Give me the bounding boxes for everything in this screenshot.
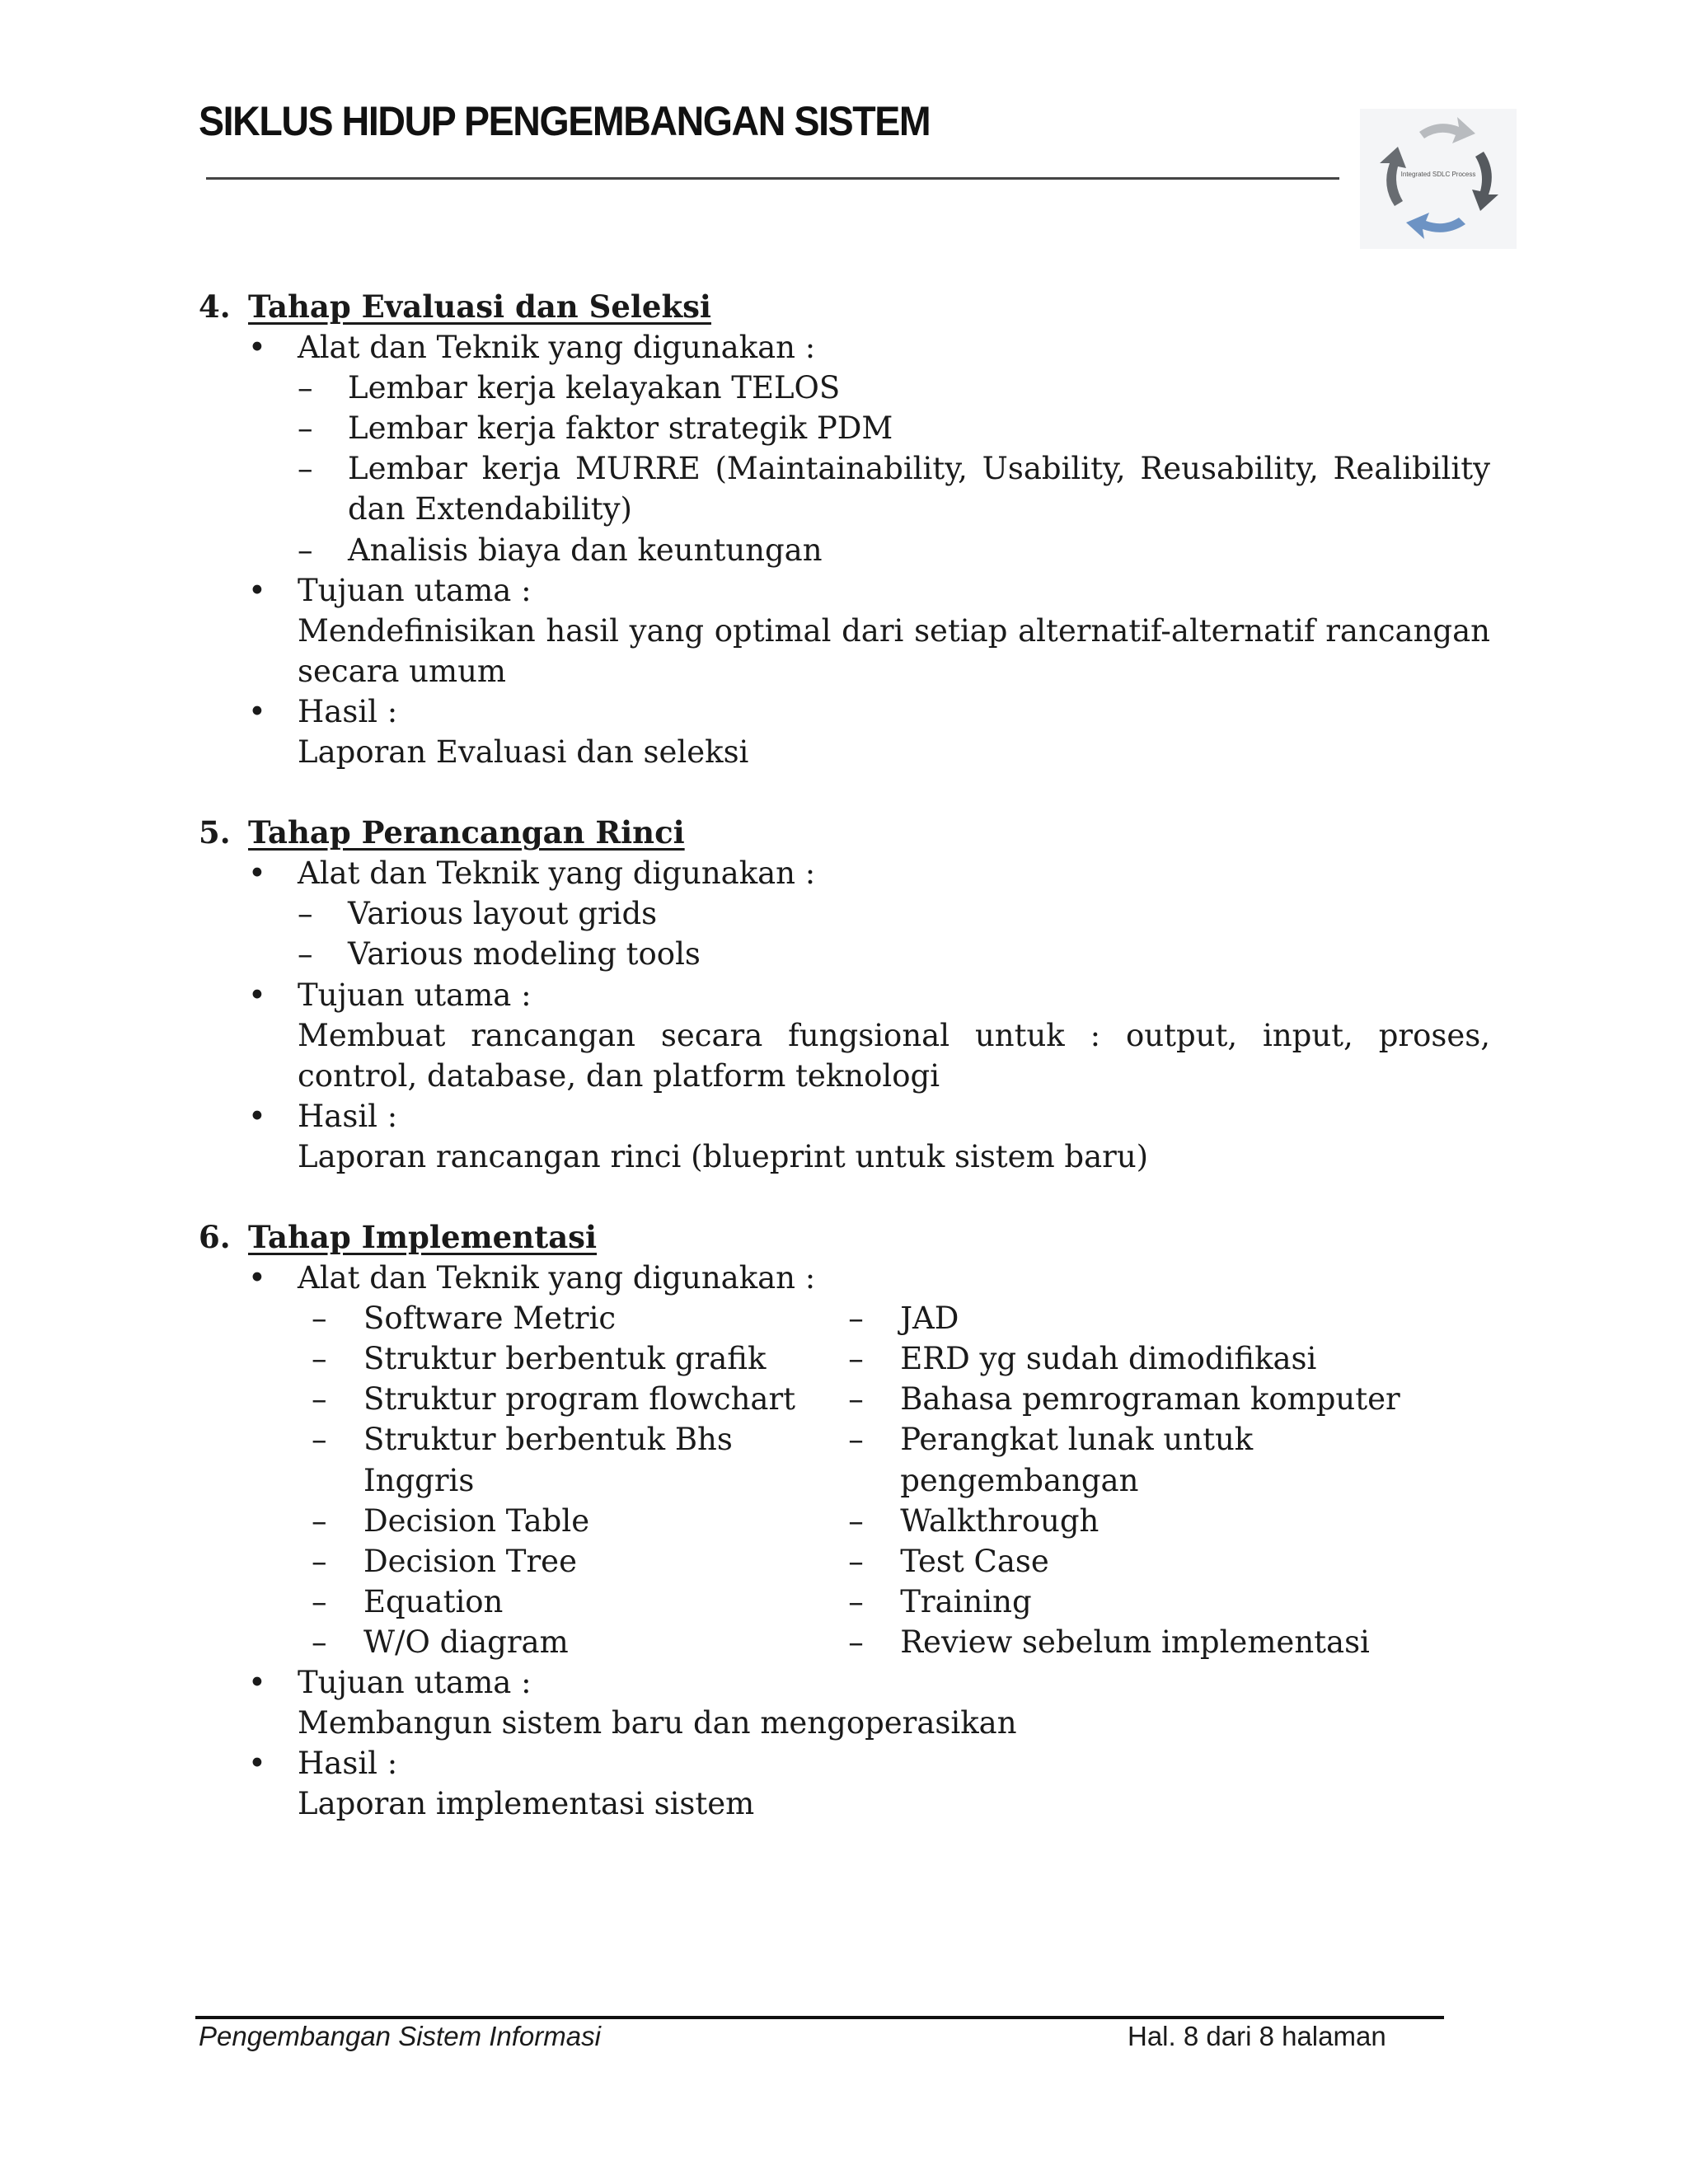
dash-icon: – bbox=[298, 896, 313, 932]
header-divider bbox=[206, 177, 1339, 180]
bullet-label: Tujuan utama : bbox=[298, 572, 532, 608]
bullet-label: Hasil : bbox=[298, 693, 398, 729]
list-item: – Lembar kerja kelayakan TELOS bbox=[298, 368, 1490, 408]
dash-icon: – bbox=[848, 1543, 864, 1579]
list-item: – Lembar kerja faktor strategik PDM bbox=[298, 408, 1490, 448]
dash-icon: – bbox=[848, 1301, 864, 1337]
bullet-result bbox=[248, 1096, 1490, 1177]
section-heading bbox=[199, 813, 1490, 853]
goal-text: Mendefinisikan hasil yang optimal dari setiap alternatif-alternatif rancangan secara umum bbox=[298, 612, 1490, 689]
dash-icon: – bbox=[312, 1381, 327, 1418]
list-item: – Various layout grids bbox=[298, 893, 1490, 934]
list-item: – JAD bbox=[834, 1298, 1490, 1338]
list-item: – Lembar kerja MURRE (Maintainability, Usability, Reusability, Realibility dan Extendability) bbox=[298, 448, 1490, 529]
dash-icon: – bbox=[298, 532, 313, 568]
list-item: – Equation bbox=[298, 1582, 834, 1622]
dash-icon: – bbox=[848, 1502, 864, 1539]
section-heading bbox=[199, 1217, 1490, 1258]
result-text: Laporan Evaluasi dan seleksi bbox=[298, 734, 749, 771]
dash-icon: – bbox=[848, 1381, 864, 1418]
bullet-icon: • bbox=[248, 1098, 266, 1134]
list-item: – W/O diagram bbox=[298, 1622, 834, 1662]
dash-icon: – bbox=[848, 1624, 864, 1660]
list-item: – Perangkat lunak untuk pengembangan bbox=[834, 1419, 1490, 1500]
bullet-label: Tujuan utama : bbox=[298, 977, 532, 1013]
bullet-label: Hasil : bbox=[298, 1746, 398, 1782]
goal-text: Membuat rancangan secara fungsional untuk : output, input, proses, control, database, dan platform teknologi bbox=[298, 1017, 1490, 1094]
dash-icon: – bbox=[312, 1583, 327, 1619]
dash-icon: – bbox=[298, 936, 313, 972]
dash-icon: – bbox=[312, 1301, 327, 1337]
bullet-tools bbox=[248, 1258, 1490, 1662]
section-evaluasi-seleksi bbox=[199, 287, 1490, 772]
bullet-icon: • bbox=[248, 1746, 266, 1782]
sdlc-cycle-logo bbox=[1360, 109, 1517, 249]
section-title: Tahap Evaluasi dan Seleksi bbox=[248, 288, 711, 325]
tools-column-left bbox=[298, 1298, 834, 1662]
list-item: – Struktur berbentuk Bhs Inggris bbox=[298, 1419, 834, 1500]
bullet-icon: • bbox=[248, 1665, 266, 1700]
tools-list bbox=[298, 368, 1490, 569]
section-number: 6. bbox=[199, 1218, 231, 1255]
list-item: – Decision Table bbox=[298, 1501, 834, 1541]
bullet-goal bbox=[248, 570, 1490, 691]
list-item: – Various modeling tools bbox=[298, 934, 1490, 974]
bullet-tools bbox=[248, 327, 1490, 570]
section-perancangan-rinci bbox=[199, 813, 1490, 1177]
list-item: – Test Case bbox=[834, 1541, 1490, 1582]
dash-icon: – bbox=[312, 1543, 327, 1579]
footer-divider bbox=[195, 2016, 1444, 2019]
tools-two-column-list bbox=[298, 1298, 1490, 1662]
list-item: – Decision Tree bbox=[298, 1541, 834, 1582]
bullet-icon: • bbox=[248, 330, 266, 366]
bullet-tools bbox=[248, 853, 1490, 974]
list-item: – Bahasa pemrograman komputer bbox=[834, 1379, 1490, 1419]
list-item: – Software Metric bbox=[298, 1298, 834, 1338]
logo-caption: Integrated SDLC Process bbox=[1400, 171, 1476, 178]
section-number: 5. bbox=[199, 814, 231, 851]
dash-icon: – bbox=[298, 370, 313, 406]
list-item: – Struktur berbentuk grafik bbox=[298, 1338, 834, 1379]
document-body bbox=[199, 287, 1490, 1864]
section-implementasi bbox=[199, 1217, 1490, 1824]
bullet-icon: • bbox=[248, 572, 266, 608]
dash-icon: – bbox=[848, 1583, 864, 1619]
footer-course-title: Pengembangan Sistem Informasi bbox=[199, 2021, 601, 2051]
section-heading bbox=[199, 287, 1490, 327]
section-number: 4. bbox=[199, 288, 231, 325]
section-title: Tahap Implementasi bbox=[248, 1218, 598, 1255]
list-item: – Analisis biaya dan keuntungan bbox=[298, 530, 1490, 570]
bullet-label: Hasil : bbox=[298, 1098, 398, 1134]
result-text: Laporan rancangan rinci (blueprint untuk sistem baru) bbox=[298, 1138, 1149, 1174]
bullet-label: Tujuan utama : bbox=[298, 1665, 532, 1700]
result-text: Laporan implementasi sistem bbox=[298, 1786, 755, 1822]
bullet-icon: • bbox=[248, 977, 266, 1013]
dash-icon: – bbox=[312, 1624, 327, 1660]
dash-icon: – bbox=[298, 451, 313, 487]
bullet-label: Alat dan Teknik yang digunakan : bbox=[298, 1260, 816, 1296]
list-item: – Review sebelum implementasi bbox=[834, 1622, 1490, 1662]
page-header-title: SIKLUS HIDUP PENGEMBANGAN SISTEM bbox=[199, 98, 931, 144]
section-title: Tahap Perancangan Rinci bbox=[248, 814, 685, 851]
list-item: – ERD yg sudah dimodifikasi bbox=[834, 1338, 1490, 1379]
list-item: – Struktur program flowchart bbox=[298, 1379, 834, 1419]
bullet-result bbox=[248, 1743, 1490, 1824]
tools-list bbox=[298, 893, 1490, 974]
bullet-label: Alat dan Teknik yang digunakan : bbox=[298, 330, 816, 366]
dash-icon: – bbox=[298, 410, 313, 447]
dash-icon: – bbox=[312, 1502, 327, 1539]
dash-icon: – bbox=[312, 1341, 327, 1377]
bullet-icon: • bbox=[248, 1260, 266, 1296]
tools-column-right bbox=[834, 1298, 1490, 1662]
bullet-icon: • bbox=[248, 693, 266, 729]
bullet-goal bbox=[248, 975, 1490, 1096]
dash-icon: – bbox=[848, 1422, 864, 1458]
goal-text: Membangun sistem baru dan mengoperasikan bbox=[298, 1705, 1017, 1741]
bullet-result bbox=[248, 691, 1490, 772]
dash-icon: – bbox=[312, 1422, 327, 1458]
bullet-goal bbox=[248, 1662, 1490, 1743]
list-item: – Training bbox=[834, 1582, 1490, 1622]
dash-icon: – bbox=[848, 1341, 864, 1377]
bullet-label: Alat dan Teknik yang digunakan : bbox=[298, 855, 816, 892]
footer-page-number: Hal. 8 dari 8 halaman bbox=[1128, 2021, 1386, 2051]
list-item: – Walkthrough bbox=[834, 1501, 1490, 1541]
bullet-icon: • bbox=[248, 855, 266, 892]
